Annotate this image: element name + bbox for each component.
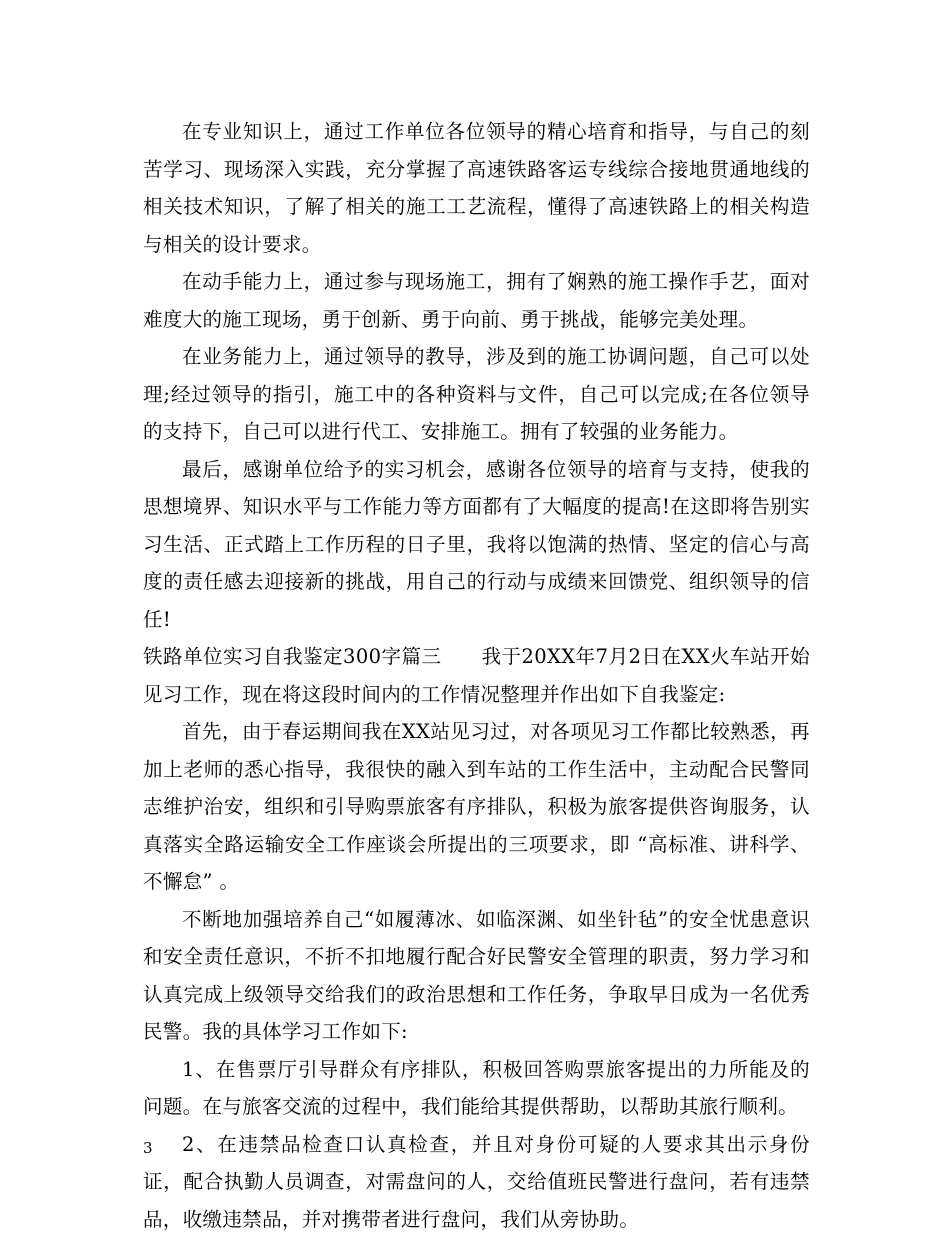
paragraph-section-heading: 铁路单位实习自我鉴定300字篇三 我于20XX年7月2日在XX火车站开始见习工作，现在将这段时间内的工作情况整理并作出如下自我鉴定:	[143, 638, 810, 713]
paragraph-first: 首先，由于春运期间我在XX站见习过，对各项见习工作都比较熟悉，再加上老师的悉心指导，我很快的融入到车站的工作生活中，主动配合民警同志维护治安，组织和引导购票旅客有序排队，积极为旅客提供咨询服务，认真落实全路运输安全工作座谈会所提出的三项要求，即 “高标准、讲科学、不懈怠” 。	[143, 713, 810, 901]
paragraph-acknowledgement: 最后，感谢单位给予的实习机会，感谢各位领导的培育与支持，使我的思想境界、知识水平与工作能力等方面都有了大幅度的提高!在这即将告别实习生活、正式踏上工作历程的日子里，我将以饱满的热情、坚定的信心与高度的责任感去迎接新的挑战，用自己的行动与成绩来回馈党、组织领导的信任!	[143, 451, 810, 639]
paragraph-safety-awareness: 不断地加强培养自己“如履薄冰、如临深渊、如坐针毡”的安全忧患意识和安全责任意识，不折不扣地履行配合好民警安全管理的职责，努力学习和认真完成上级领导交给我们的政治思想和工作任务，争取早日成为一名优秀民警。我的具体学习工作如下:	[143, 901, 810, 1051]
paragraph-professional-knowledge: 在专业知识上，通过工作单位各位领导的精心培育和指导，与自己的刻苦学习、现场深入实践，充分掌握了高速铁路客运专线综合接地贯通地线的相关技术知识，了解了相关的施工工艺流程，懂得了高速铁路上的相关构造与相关的设计要求。	[143, 113, 810, 263]
paragraph-practical-skills: 在动手能力上，通过参与现场施工，拥有了娴熟的施工操作手艺，面对难度大的施工现场，勇于创新、勇于向前、勇于挑战，能够完美处理。	[143, 263, 810, 338]
paragraph-business-ability: 在业务能力上，通过领导的教导，涉及到的施工协调问题，自己可以处理;经过领导的指引，施工中的各种资料与文件，自己可以完成;在各位领导的支持下，自己可以进行代工、安排施工。拥有了较强的业务能力。	[143, 338, 810, 451]
page-number: 3	[143, 1138, 153, 1158]
document-body	[143, 113, 810, 1238]
list-item-contraband-check: 2、在违禁品检查口认真检查，并且对身份可疑的人要求其出示身份证，配合执勤人员调查，对需盘问的人，交给值班民警进行盘问，若有违禁品，收缴违禁品，并对携带者进行盘问，我们从旁协助。	[143, 1126, 810, 1238]
list-item-ticket-hall: 1、在售票厅引导群众有序排队，积极回答购票旅客提出的力所能及的问题。在与旅客交流的过程中，我们能给其提供帮助，以帮助其旅行顺利。	[143, 1051, 810, 1126]
